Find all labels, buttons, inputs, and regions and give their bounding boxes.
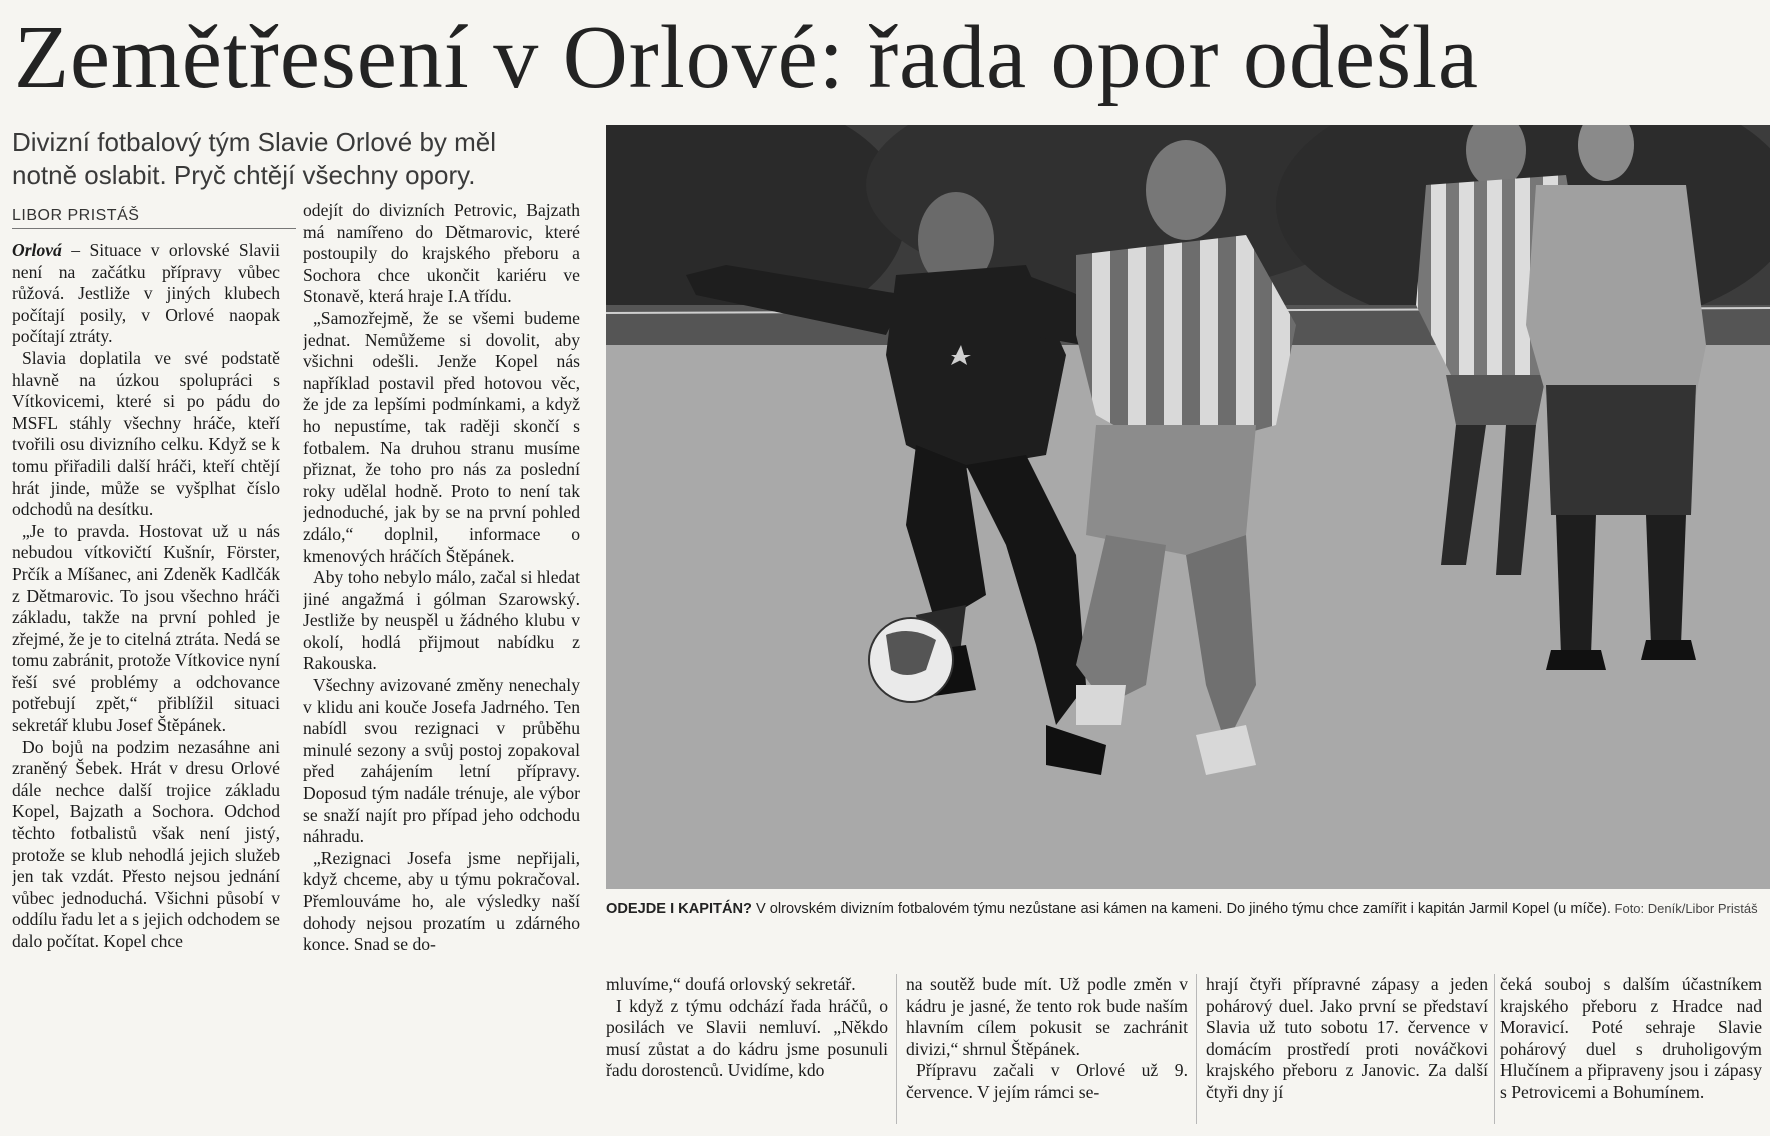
photo-caption xyxy=(606,899,1770,919)
dateline: Orlová xyxy=(12,240,62,260)
article-column-5 xyxy=(1206,974,1488,1128)
column-divider xyxy=(1196,974,1197,1124)
paragraph: hrají čtyři přípravné zápasy a jeden pohárový duel. Jako první se představí Slavia už tuto sobotu 17. července v domácím prostředí proti nováčkovi krajského přeboru z Janovic. Za další čtyři dny jí xyxy=(1206,974,1488,1102)
photo-illustration xyxy=(606,125,1770,889)
article-column-1 xyxy=(12,240,280,1128)
caption-label: ODEJDE I KAPITÁN? xyxy=(606,901,752,917)
paragraph: Slavia doplatila ve své podstatě hlavně na úzkou spolupráci s Vítkovicemi, které si po pádu do MSFL stáhly všechny hráče, kteří tvořili osu divizního celku. Když se k tomu přiřadili další hráči, kteří chtějí hrát jinde, může se vyšplhat číslo odchodů na desítku. xyxy=(12,347,280,520)
article-column-2 xyxy=(303,200,580,1128)
paragraph: Všechny avizované změny nenechaly v klidu ani kouče Josefa Jadrného. Ten nabídl svou rezignaci v průběhu minulé sezony a svůj postoj zopakoval před zahájením letní přípravy. Doposud tým nadále trénuje, ale výbor se snaží najít pro případ jeho odchodu náhradu. xyxy=(303,675,580,847)
paragraph: Aby toho nebylo málo, začal si hledat jiné angažmá i gólman Szarowský. Jestliže by neuspěl u žádného klubu v okolí, hodlá přijmout nabídku z Rakouska. xyxy=(303,567,580,674)
ball-icon xyxy=(869,618,953,702)
paragraph: „Rezignaci Josefa jsme nepřijali, když chceme, aby u týmu pokračoval. Přemlouváme ho, ale výsledky naší dohody nejsou prozatím u zdárného konce. Snad se do- xyxy=(303,847,580,955)
author-byline: LIBOR PRISTÁŠ xyxy=(12,207,296,229)
paragraph: „Je to pravda. Hostovat už u nás nebudou vítkovičtí Kušnír, Förster, Prčík a Míšanec, ani Zdeněk Kadlčák z Dětmarovic. To jsou všechno hráči základu, takže na první pohled je zřejmé, že je to citelná ztráta. Nedá se tomu zabránit, protože Vítkovice nyní řeší své problémy a odchovance potřebují zpět,“ přiblížil situaci sekretář klubu Josef Štěpánek. xyxy=(12,520,280,736)
paragraph: I když z týmu odchází řada hráčů, o posilách ve Slavii nemluví. „Někdo musí zůstat a do kádru jsme posunuli řadu dorostenců. Uvidíme, kdo xyxy=(606,995,888,1081)
paragraph-text: – Situace v orlovské Slavii není na začátku přípravy vůbec růžová. Jestliže v jiných klubech počítají posily, v Orlové naopak počítají ztráty. xyxy=(12,240,280,347)
caption-text: V olrovském divizním fotbalovém týmu nezůstane asi kámen na kameni. Do jiného týmu chce zamířit i kapitán Jarmil Kopel (u míče). xyxy=(751,901,1611,917)
paragraph: čeká souboj s dalším účastníkem krajského přeboru z Hradce nad Moravicí. Poté sehraje Slavie pohárový duel s druholigovým Hlučínem a připraveny jsou i zápasy s Petrovicemi a Bohumínem. xyxy=(1500,974,1762,1102)
paragraph: odejít do divizních Petrovic, Bajzath má namířeno do Dětmarovic, které postoupily do krajského přeboru a Sochora chce ukončit kariéru ve Stonavě, která hraje I.A třídu. xyxy=(303,200,580,307)
football-match-photo xyxy=(606,125,1770,889)
paragraph: „Samozřejmě, že se všemi budeme jednat. Nemůžeme si dovolit, aby všichni odešli. Jenže Kopel nás například postavil před hotovou věc, že jde za lepšími podmínkami, a když ho nepustíme, tak raději skončí s fotbalem. Na druhou stranu musíme přiznat, že toho pro nás za poslední roky udělal hodně. Proto to není tak jednoduché, jak by se na první pohled zdálo,“ doplnil, informace o kmenových hráčích Štěpánek. xyxy=(303,307,580,566)
paragraph: na soutěž bude mít. Už podle změn v kádru je jasné, že tento rok bude naším hlavním cílem pokusit se zachránit divizi,“ shrnul Štěpánek. xyxy=(906,974,1188,1059)
column-divider xyxy=(896,974,897,1124)
article-column-6 xyxy=(1500,974,1762,1128)
column-divider xyxy=(1494,974,1495,1124)
paragraph xyxy=(12,240,280,348)
paragraph: Do bojů na podzim nezasáhne ani zraněný Šebek. Hrát v dresu Orlové dále nechce další trojice základu Kopel, Bajzath a Sochora. Odchod těchto fotbalistů však není jistý, protože se klub nehodlá jejich služeb jen tak vzdát. Přesto nejsou jednání vůbec jednoduchá. Všichni působí v oddílu řadu let a s jejich odchodem se dalo počítat. Kopel chce xyxy=(12,736,280,951)
headline: Zemětřesení v Orlové: řada opor odešla xyxy=(14,8,1479,107)
paragraph: mluvíme,“ doufá orlovský sekretář. xyxy=(606,974,856,994)
article-column-3 xyxy=(606,974,888,1128)
lead-paragraph: Divizní fotbalový tým Slavie Orlové by měl notně oslabit. Pryč chtějí všechny opory. xyxy=(12,127,497,190)
paragraph: Přípravu začali v Orlové už 9. července. V jejím rámci se- xyxy=(906,1060,1188,1102)
photo-credit: Foto: Deník/Libor Pristáš xyxy=(1610,901,1758,916)
article-column-4 xyxy=(906,974,1188,1128)
